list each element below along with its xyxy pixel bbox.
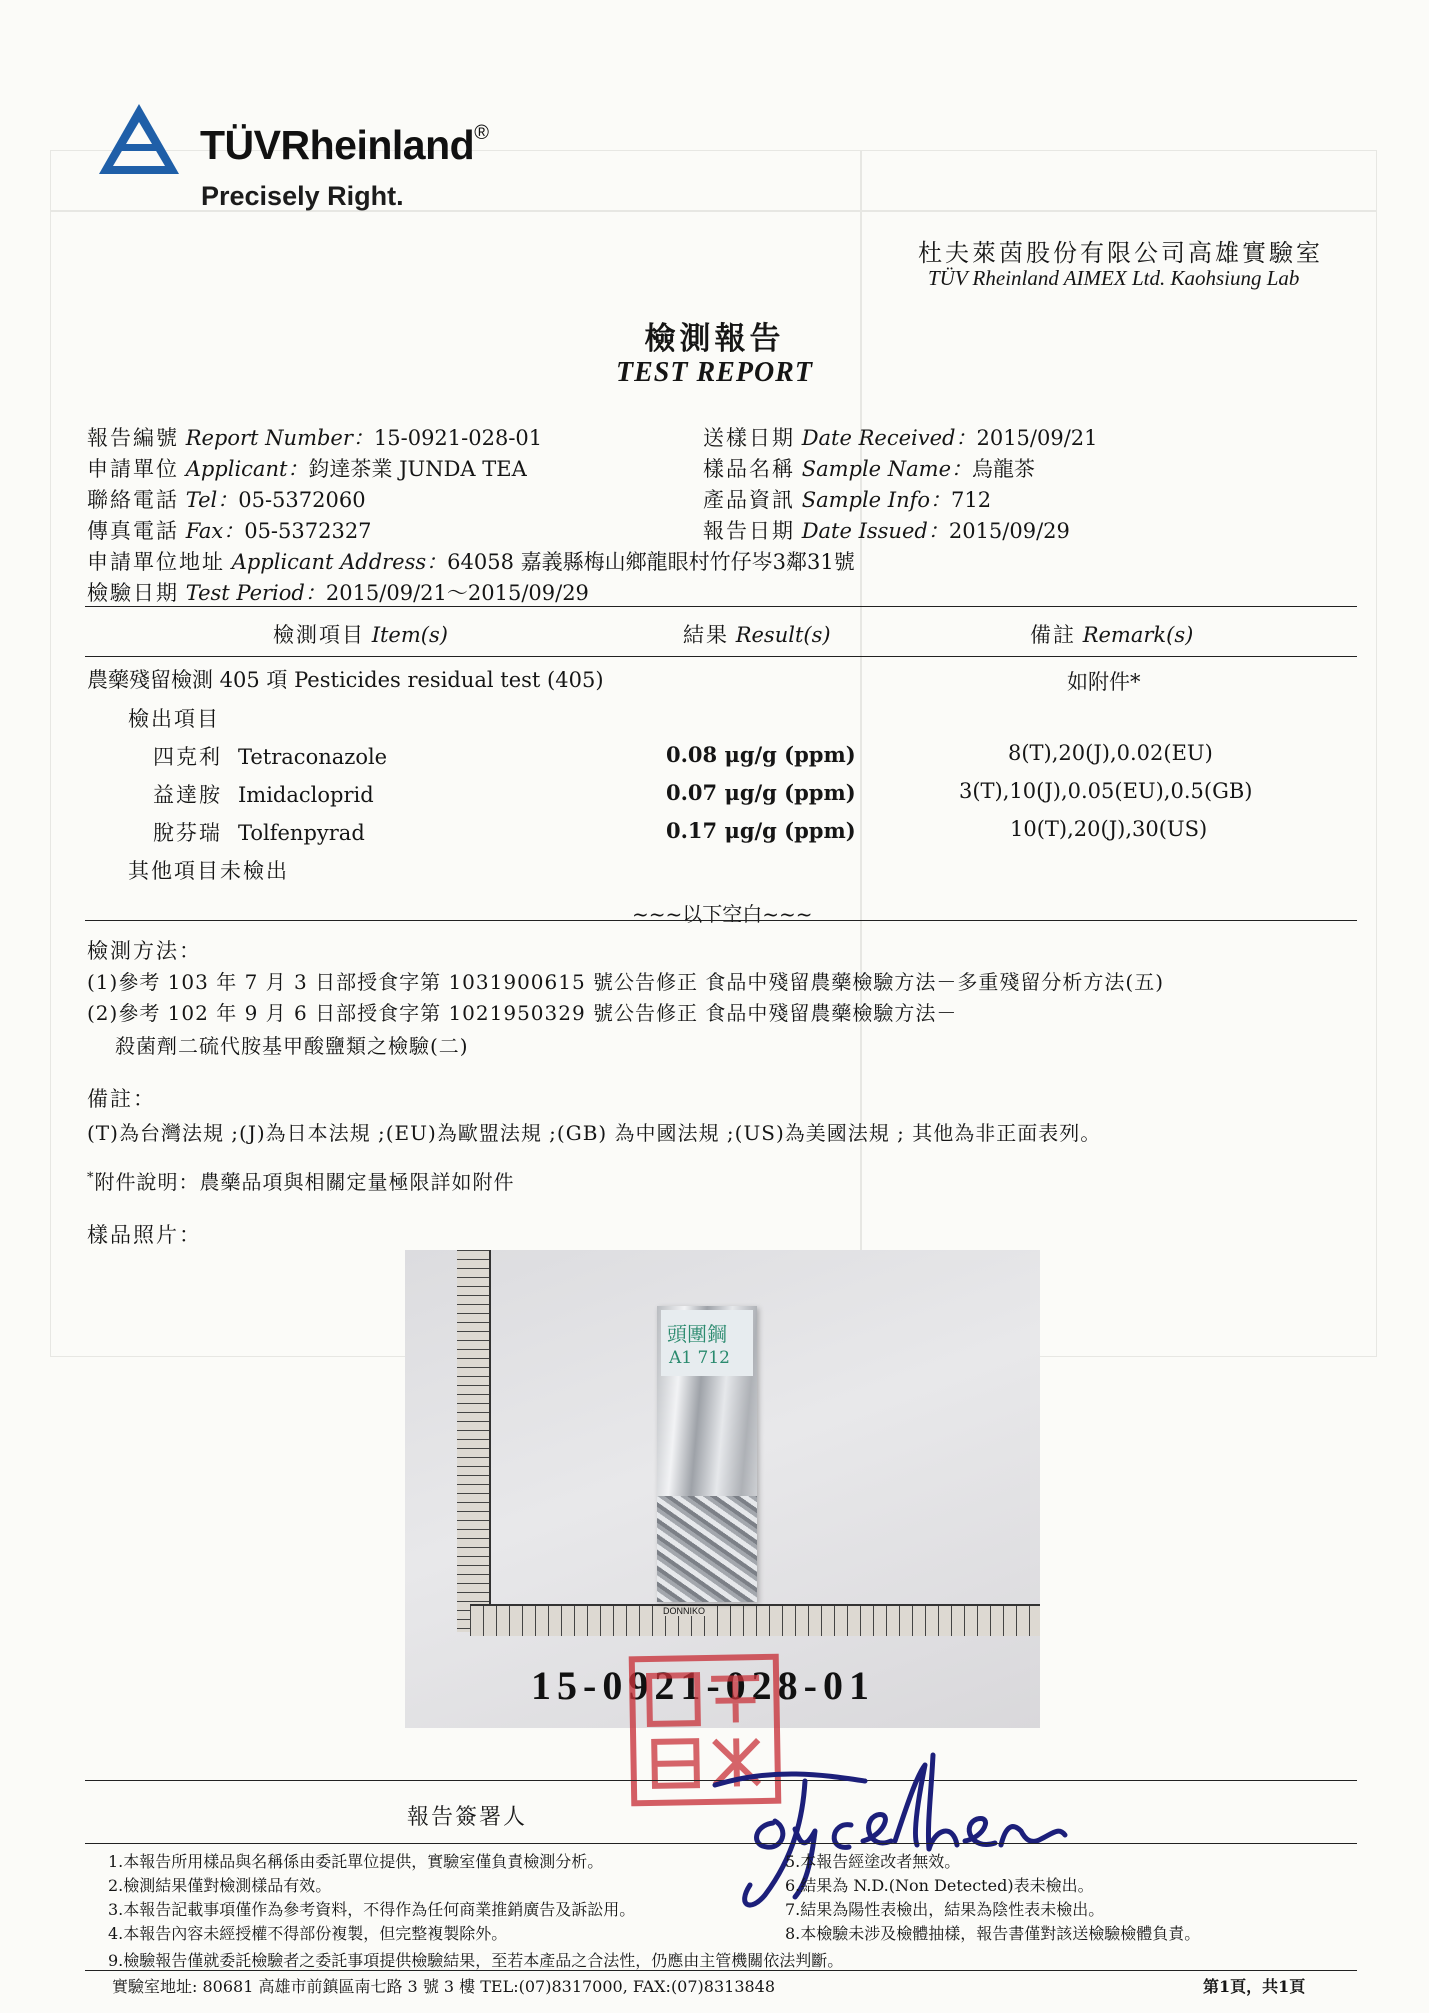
footer-note-4: 4.本報告內容未經授權不得部份複製，但完整複製除外。 [108, 1924, 508, 1943]
ruler-brand: DONNIKO [660, 1606, 708, 1616]
logo-wordmark: TÜVRheinland [200, 122, 475, 168]
address-field: 申請單位地址 Applicant Address：64058 嘉義縣梅山鄉龍眼村竹仔岑3鄰31號 [87, 550, 855, 574]
photo-label: 樣品照片： [87, 1223, 202, 1247]
address-value: 64058 嘉義縣梅山鄉龍眼村竹仔岑3鄰31號 [447, 550, 855, 574]
logo-tagline: Precisely Right. [201, 181, 404, 211]
report-number-field: 報告編號 Report Number：15-0921-028-01 [87, 426, 543, 450]
footer-note-1: 1.本報告所用樣品與名稱係由委託單位提供，實驗室僅負責檢測分析。 [108, 1852, 604, 1871]
sample-info-field: 產品資訊 Sample Info：712 [703, 488, 992, 512]
bag-handwritten-code: A1 712 [669, 1348, 730, 1368]
sample-name-value: 烏龍茶 [972, 457, 1036, 481]
date-received-field: 送樣日期 Date Received：2015/09/21 [703, 426, 1098, 450]
table-top-rule [85, 606, 1357, 607]
footer-note-6: 6.結果為 N.D.(Non Detected)表未檢出。 [785, 1876, 1094, 1895]
remark-value: 3(T),10(J),0.05(EU),0.5(GB) [959, 779, 1253, 803]
signatory-label: 報告簽署人 [407, 1805, 528, 1830]
ruler-vertical [457, 1250, 491, 1632]
col-header-item: 檢測項目 Item(s) [273, 623, 448, 647]
triangle-logo-icon [95, 100, 183, 178]
method-line-3: 殺菌劑二硫代胺基甲酸鹽類之檢驗(二) [115, 1034, 469, 1058]
page-number: 第1頁，共1頁 [1203, 1977, 1306, 1996]
table-bottom-rule [85, 920, 1357, 921]
result-value: 0.08 μg/g (ppm) [666, 742, 856, 767]
table-row: 四克利 Tetraconazole [153, 745, 388, 769]
applicant-value: 鈞達茶業 JUNDA TEA [308, 457, 527, 481]
bag-handwritten-text: 頭團鋼 [667, 1322, 727, 1346]
footer-note-2: 2.檢測結果僅對檢測樣品有效。 [108, 1876, 332, 1895]
footer-note-3: 3.本報告記載事項僅作為參考資料，不得作為任何商業推銷廣告及訴訟用。 [108, 1900, 636, 1919]
tel-value: 05-5372060 [238, 488, 366, 512]
applicant-field: 申請單位 Applicant：鈞達茶業 JUNDA TEA [87, 457, 527, 481]
attachment-note: *附件說明：農藥品項與相關定量極限詳如附件 [87, 1170, 515, 1194]
not-detected-note: 其他項目未檢出 [128, 859, 289, 883]
test-remark: 如附件* [1067, 670, 1141, 694]
footer-note-8: 8.本檢驗未涉及檢體抽樣，報告書僅對該送檢驗檢體負責。 [785, 1924, 1201, 1943]
result-value: 0.17 μg/g (ppm) [666, 818, 856, 843]
notes-heading: 備註： [87, 1087, 156, 1111]
footer-note-7: 7.結果為陽性表檢出，結果為陰性表未檢出。 [785, 1900, 1105, 1919]
title-en: TEST REPORT [616, 357, 813, 388]
table-row: 脫芬瑞 Tolfenpyrad [153, 821, 365, 845]
result-value: 0.07 μg/g (ppm) [666, 780, 856, 805]
table-header-rule [85, 656, 1357, 657]
sample-name-field: 樣品名稱 Sample Name：烏龍茶 [703, 457, 1036, 481]
attachment-star: * [87, 1170, 95, 1186]
methods-heading: 檢測方法： [87, 939, 202, 963]
remark-value: 8(T),20(J),0.02(EU) [1008, 741, 1213, 765]
lab-name-en: TÜV Rheinland AIMEX Ltd. Kaohsiung Lab [928, 266, 1300, 290]
date-issued-field: 報告日期 Date Issued：2015/09/29 [703, 519, 1070, 543]
col-header-remark: 備註 Remark(s) [1030, 623, 1194, 647]
title-zh: 檢測報告 [644, 321, 785, 357]
tea-bag [657, 1306, 757, 1602]
test-period-field: 檢驗日期 Test Period：2015/09/21～2015/09/29 [87, 581, 589, 605]
lab-name-zh: 杜夫萊茵股份有限公司高雄實驗室 [918, 239, 1323, 267]
sample-code-label: 15-0921-028-01 [531, 1663, 875, 1708]
sample-info-value: 712 [951, 488, 992, 512]
footer-note-9: 9.檢驗報告僅就委託檢驗者之委託事項提供檢驗結果，至若本產品之合法性，仍應由主管機關依法判斷。 [108, 1951, 844, 1970]
method-line-2: (2)參考 102 年 9 月 6 日部授食字第 1021950329 號公告修正 食品中殘留農藥檢驗方法－ [87, 1001, 958, 1025]
lab-address: 實驗室地址: 80681 高雄市前鎮區南七路 3 號 3 樓 TEL:(07)8317000, FAX:(07)8313848 [112, 1977, 776, 1996]
report-number-value: 15-0921-028-01 [373, 426, 543, 450]
tel-field: 聯絡電話 Tel：05-5372060 [87, 488, 366, 512]
col-header-result: 結果 Result(s) [683, 623, 831, 647]
footer-bottom-rule [85, 1970, 1357, 1971]
method-line-1: (1)參考 103 年 7 月 3 日部授食字第 1031900615 號公告修正 食品中殘留農藥檢驗方法－多重殘留分析方法(五) [87, 970, 1165, 994]
blank-below: ~~~以下空白~~~ [632, 902, 813, 926]
footer-note-5: 5.本報告經塗改者無效。 [785, 1852, 961, 1871]
fax-value: 05-5372327 [244, 519, 372, 543]
registered-mark: ® [474, 122, 489, 144]
regulation-note: (T)為台灣法規 ;(J)為日本法規 ;(EU)為歐盟法規 ;(GB) 為中國法規 ;(US)為美國法規 ; 其他為非正面表列。 [87, 1121, 1102, 1145]
detected-label: 檢出項目 [128, 707, 220, 731]
table-row: 益達胺 Imidacloprid [153, 783, 374, 807]
ruler-horizontal [470, 1604, 1040, 1636]
date-received-value: 2015/09/21 [976, 426, 1098, 450]
test-period-value: 2015/09/21～2015/09/29 [325, 581, 589, 605]
footer-top-rule [85, 1843, 1357, 1844]
test-name: 農藥殘留檢測 405 項 Pesticides residual test (405) [87, 668, 604, 692]
remark-value: 10(T),20(J),30(US) [1010, 817, 1208, 841]
fax-field: 傳真電話 Fax：05-5372327 [87, 519, 372, 543]
date-issued-value: 2015/09/29 [948, 519, 1070, 543]
tuv-logo [95, 100, 185, 180]
bag-crumpled-bottom [657, 1496, 757, 1602]
